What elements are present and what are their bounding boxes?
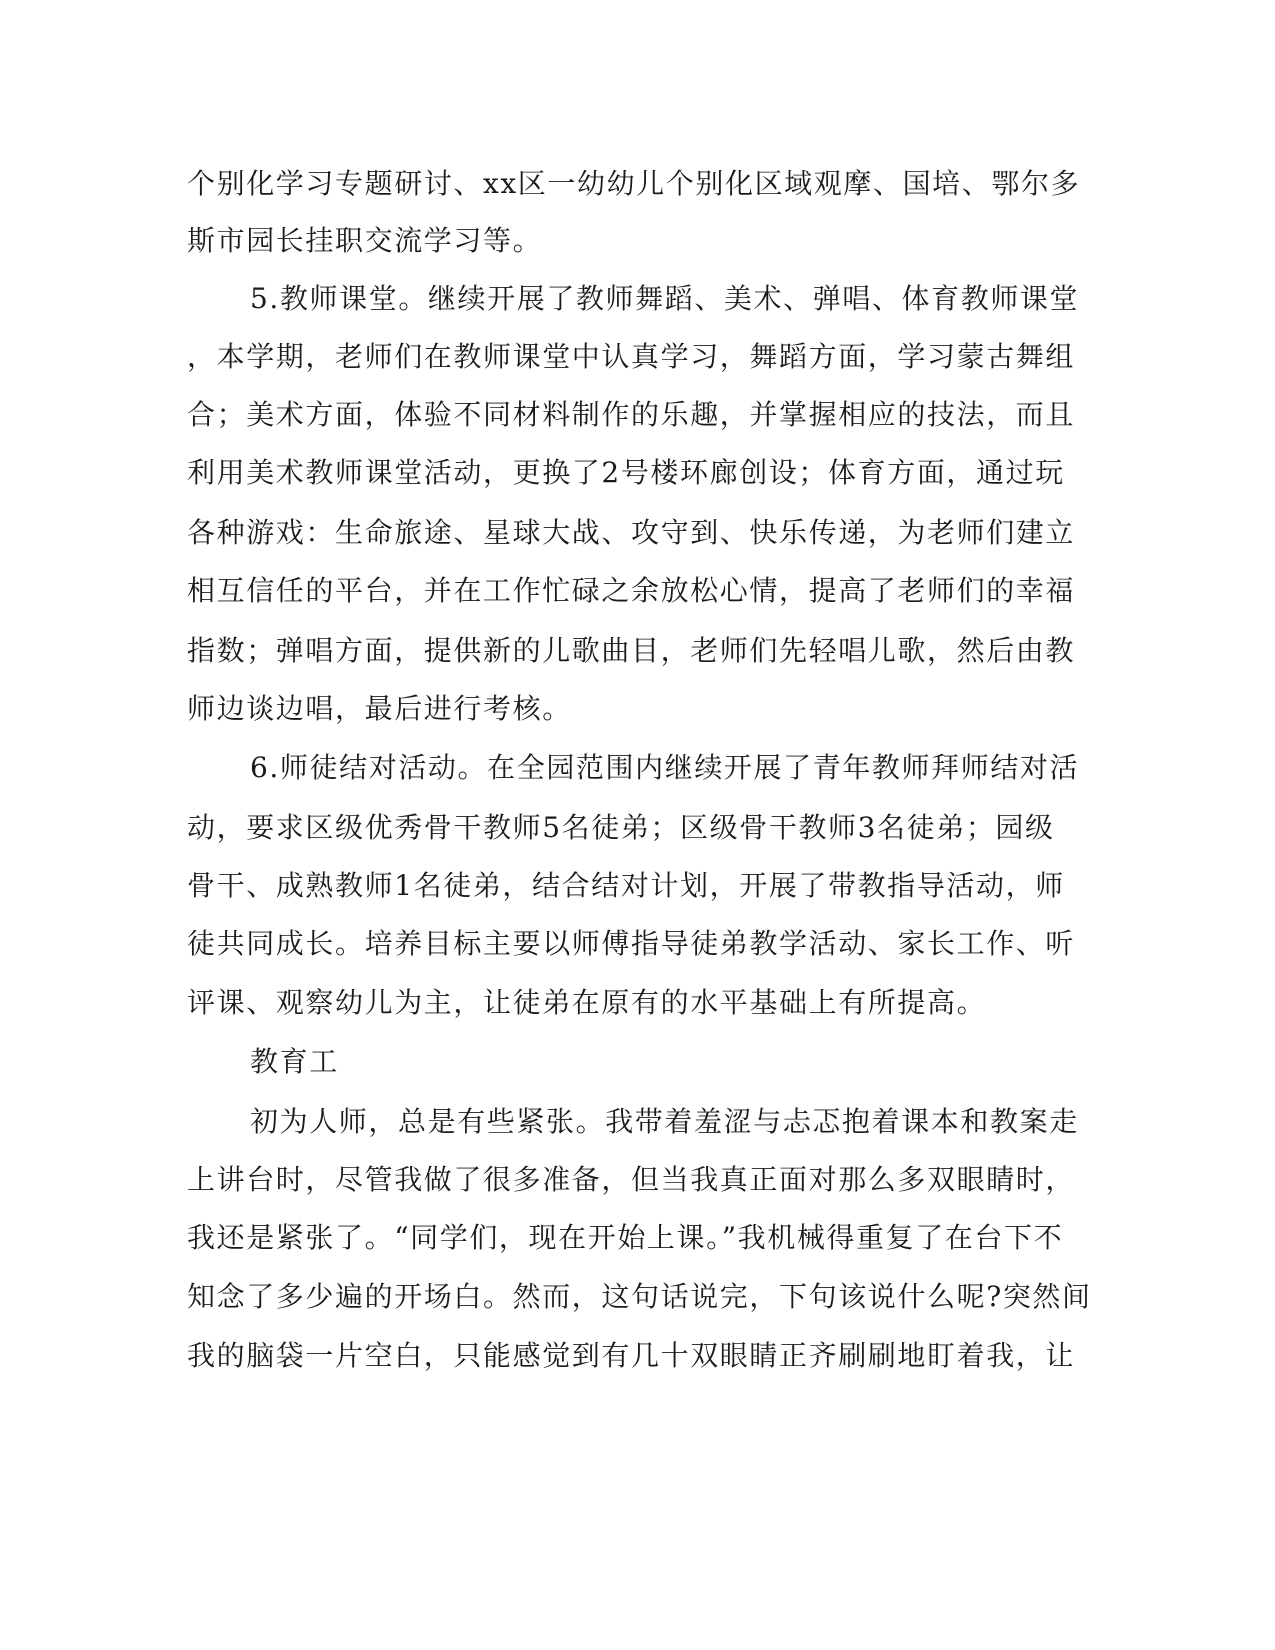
text-line: ，本学期，老师们在教师课堂中认真学习，舞蹈方面，学习蒙古舞组 <box>187 340 1076 373</box>
text-line: 个别化学习专题研讨、xx区一幼幼儿个别化区域观摩、国培、鄂尔多 <box>187 167 1081 200</box>
text-line: 上讲台时，尽管我做了很多准备，但当我真正面对那么多双眼睛时， <box>187 1163 1076 1196</box>
text-line: 6.师徒结对活动。在全园范围内继续开展了青年教师拜师结对活 <box>250 751 1080 784</box>
text-line: 师边谈边唱，最后进行考核。 <box>187 692 572 725</box>
section-heading: 教育工 <box>250 1045 339 1078</box>
text-line: 知念了多少遍的开场白。然而，这句话说完，下句该说什么呢?突然间 <box>187 1280 1092 1313</box>
text-line: 初为人师，总是有些紧张。我带着羞涩与忐忑抱着课本和教案走 <box>250 1105 1079 1138</box>
text-line: 斯市园长挂职交流学习等。 <box>187 224 543 257</box>
text-line: 徒共同成长。培养目标主要以师傅指导徒弟教学活动、家长工作、听 <box>187 927 1076 960</box>
text-line: 指数；弹唱方面，提供新的儿歌曲目，老师们先轻唱儿歌，然后由教 <box>187 634 1076 667</box>
text-line: 各种游戏：生命旅途、星球大战、攻守到、快乐传递，为老师们建立 <box>187 516 1076 549</box>
text-line: 我还是紧张了。“同学们，现在开始上课。”我机械得重复了在台下不 <box>187 1221 1064 1254</box>
text-line: 利用美术教师课堂活动，更换了2号楼环廊创设；体育方面，通过玩 <box>187 456 1065 489</box>
text-line: 评课、观察幼儿为主，让徒弟在原有的水平基础上有所提高。 <box>187 986 987 1019</box>
text-line: 相互信任的平台，并在工作忙碌之余放松心情，提高了老师们的幸福 <box>187 574 1076 607</box>
text-line: 骨干、成熟教师1名徒弟，结合结对计划，开展了带教指导活动，师 <box>187 869 1065 902</box>
text-line: 合；美术方面，体验不同材料制作的乐趣，并掌握相应的技法，而且 <box>187 398 1076 431</box>
text-line: 我的脑袋一片空白，只能感觉到有几十双眼睛正齐刷刷地盯着我，让 <box>187 1339 1076 1372</box>
text-line: 5.教师课堂。继续开展了教师舞蹈、美术、弹唱、体育教师课堂 <box>250 282 1080 315</box>
text-line: 动，要求区级优秀骨干教师5名徒弟；区级骨干教师3名徒弟；园级 <box>187 811 1055 844</box>
